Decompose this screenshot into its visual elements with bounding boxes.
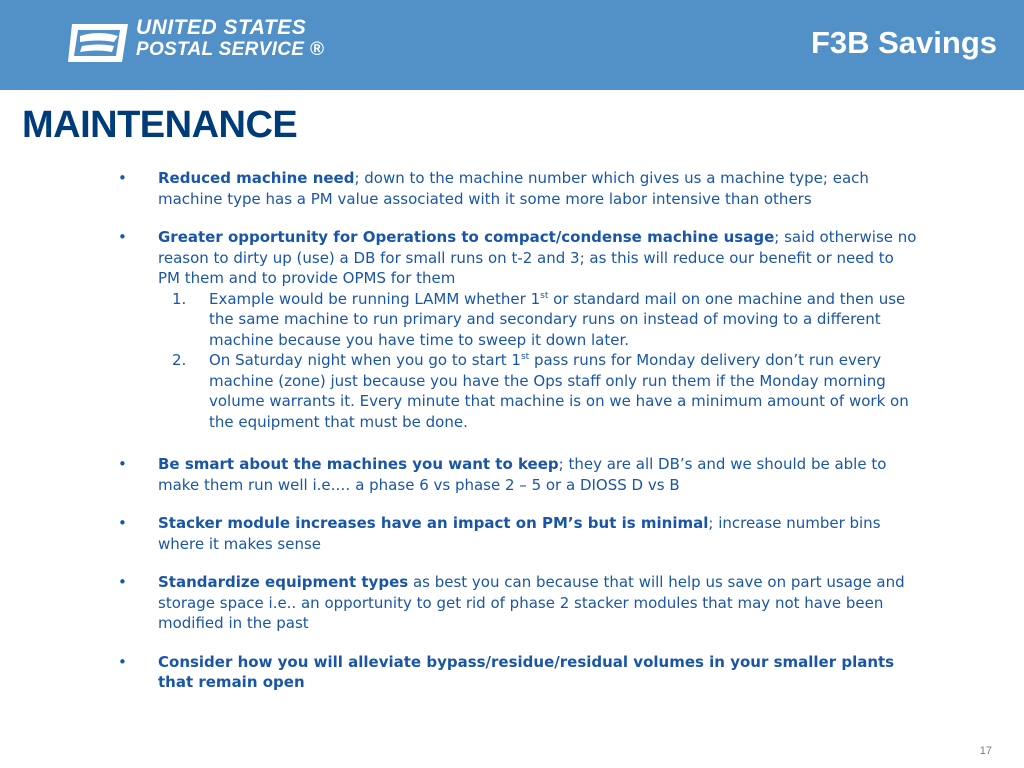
bullet-text: ; they are all DB’s and we should be able to make them run well i.e.… a phase 6 vs phase 2 – 5 or a DIOSS D vs B: [158, 455, 887, 494]
bullet-dot-icon: •: [118, 455, 127, 473]
bullet-lead: Stacker module increases have an impact on PM’s but is minimal: [158, 514, 709, 532]
header-bar: [0, 0, 1024, 90]
bullet-dot-icon: •: [118, 573, 127, 591]
bullet-text: ; increase number bins where it makes sense: [158, 514, 881, 553]
usps-wordmark: [136, 17, 324, 61]
bullet-text: ; said otherwise no reason to dirty up (use) a DB for small runs on t-2 and 3; as this will reduce our benefit or need to PM them and to provide OPMS for them: [158, 228, 917, 287]
numbered-subitem: [158, 350, 918, 432]
bullet-item: [118, 572, 918, 634]
subitem-text-pre: On Saturday night when you go to start 1: [209, 351, 521, 369]
bullet-text: as best you can because that will help us save on part usage and storage space i.e.. an opportunity to get rid of phase 2 stacker modules that may not have been modified in the past: [158, 573, 905, 632]
section-heading: MAINTENANCE: [22, 104, 298, 146]
bullet-lead: Consider how you will alleviate bypass/residue/residual volumes in your smaller plants that remain open: [158, 652, 895, 691]
subitem-text-post: or standard mail on one machine and then use the same machine to run primary and secondary runs on instead of moving to a different machine because you have time to sweep it down later.: [209, 289, 906, 349]
numbered-subitem: [158, 289, 918, 351]
bullet-list: [118, 168, 918, 711]
bullet-item: [118, 227, 918, 432]
numbered-sublist: [158, 289, 918, 433]
subitem-text-post: pass runs for Monday delivery don’t run every machine (zone) just because you have the Ops staff only run them if the Monday morning volume warrants it. Every minute that machine is on we have a minimum amount of work on the equipment that must be done.: [209, 351, 909, 431]
subitem-text-pre: Example would be running LAMM whether 1: [209, 289, 541, 308]
bullet-item: [118, 652, 918, 693]
logo-line-2: POSTAL SERVICE ®: [136, 39, 325, 60]
bullet-item: [118, 168, 918, 209]
bullet-dot-icon: •: [118, 228, 127, 246]
bullet-item: [118, 454, 918, 495]
ordinal-superscript: st: [520, 352, 530, 362]
subitem-number: 1.: [172, 289, 187, 308]
slide-title: F3B Savings: [810, 25, 997, 60]
bullet-item: [118, 513, 918, 554]
page-number: 17: [979, 745, 992, 757]
bullet-dot-icon: •: [118, 652, 127, 671]
bullet-lead: Standardize equipment types: [158, 573, 409, 591]
bullet-text: ; down to the machine number which gives us a machine type; each machine type has a PM value associated with it some more labor intensive than others: [158, 169, 869, 208]
bullet-lead: Greater opportunity for Operations to compact/condense machine usage: [158, 228, 775, 246]
logo-line-1: UNITED STATES: [136, 16, 307, 39]
bullet-lead: Be smart about the machines you want to keep: [158, 455, 559, 473]
subitem-number: 2.: [172, 351, 187, 369]
bullet-dot-icon: •: [118, 169, 127, 187]
bullet-dot-icon: •: [118, 514, 127, 532]
bullet-lead: Reduced machine need: [158, 169, 355, 187]
ordinal-superscript: st: [540, 290, 549, 301]
